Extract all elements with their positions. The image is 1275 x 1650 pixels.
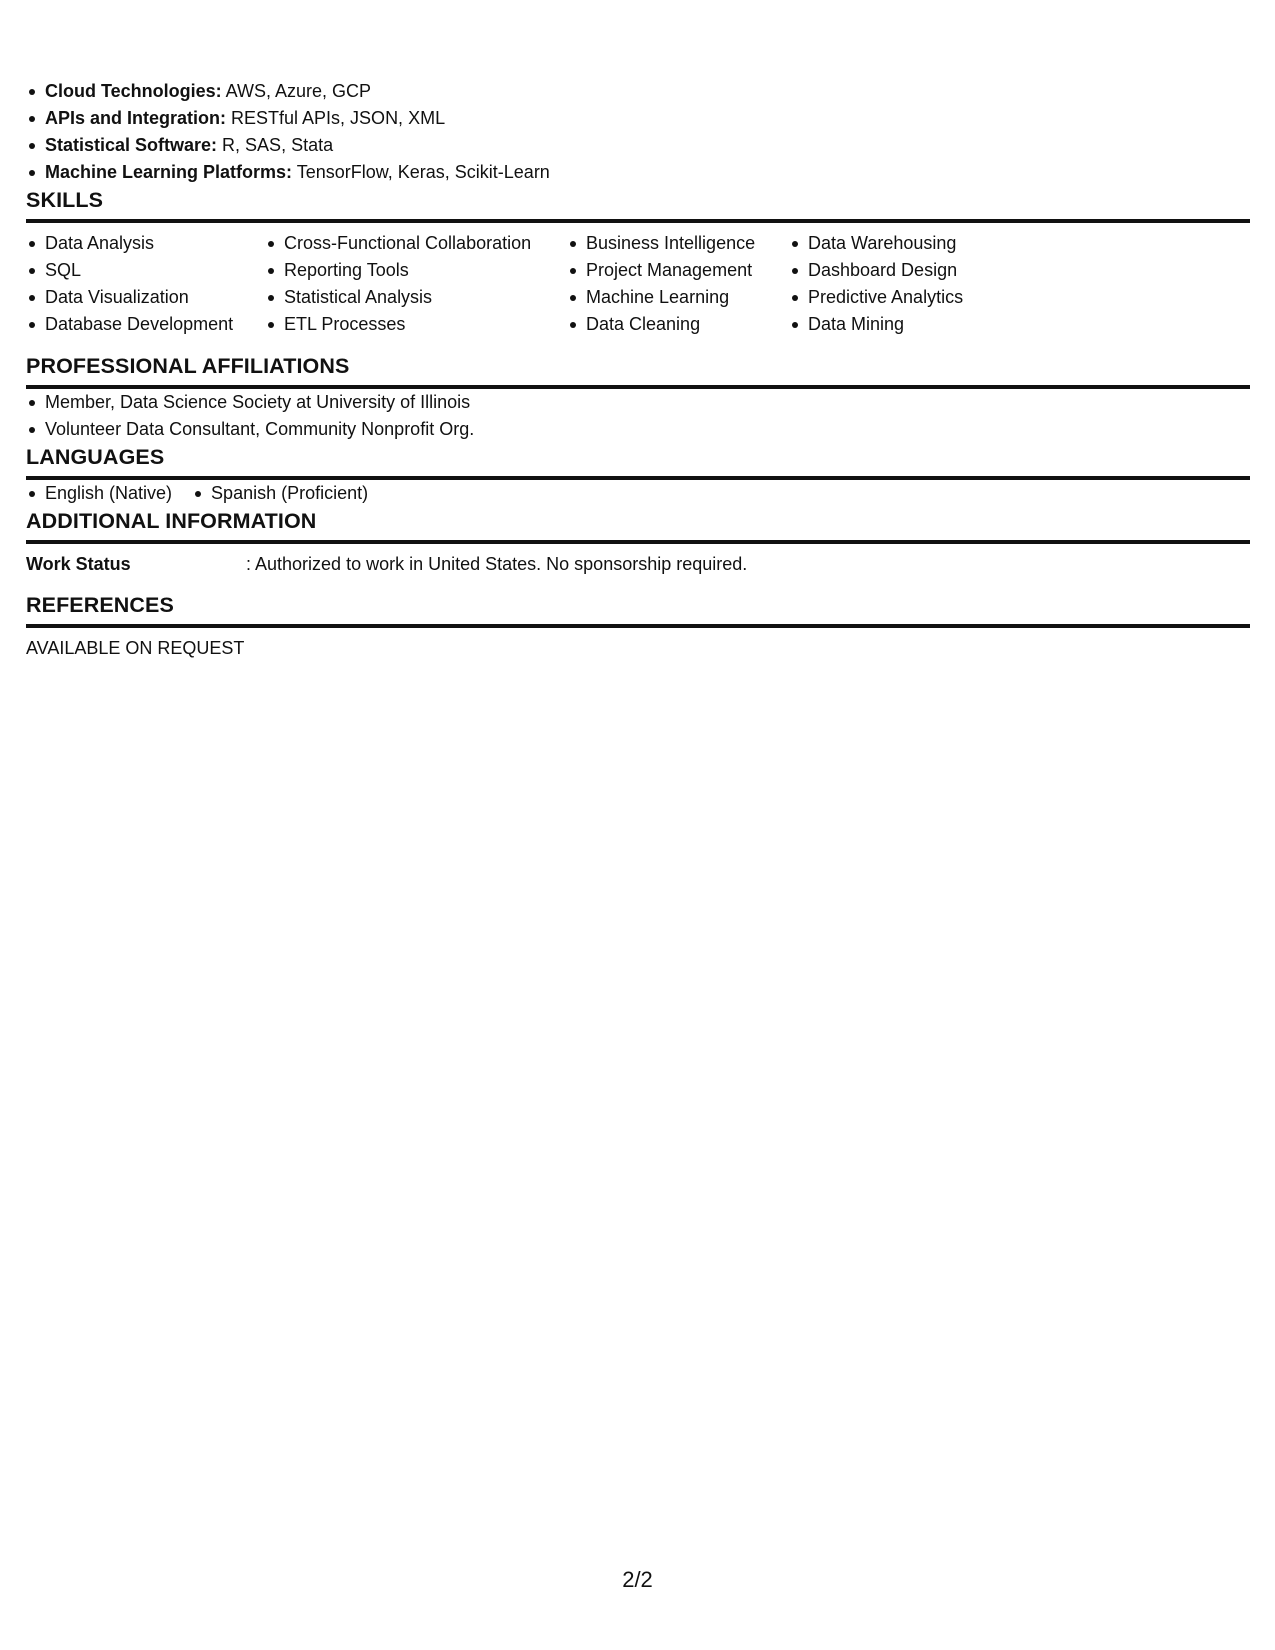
additional-info-section xyxy=(26,507,1250,577)
list-item: Project Management xyxy=(567,257,789,284)
technical-skills-list xyxy=(26,78,1250,186)
additional-info-body xyxy=(26,551,1250,577)
page-number: 2/2 xyxy=(622,1567,653,1592)
affiliations-list xyxy=(26,389,1250,443)
list-item: Predictive Analytics xyxy=(789,284,1029,311)
references-section xyxy=(26,591,1250,661)
info-key: Work Status xyxy=(26,554,131,574)
section-heading: PROFESSIONAL AFFILIATIONS xyxy=(26,352,1250,389)
item-value: R, SAS, Stata xyxy=(217,135,334,155)
list-item: Data Cleaning xyxy=(567,311,789,338)
list-item: Reporting Tools xyxy=(265,257,567,284)
languages-list xyxy=(26,480,1250,507)
list-item: Spanish (Proficient) xyxy=(192,480,368,507)
list-item: Machine Learning xyxy=(567,284,789,311)
list-item: Dashboard Design xyxy=(789,257,1029,284)
list-item: Member, Data Science Society at University of Illinois xyxy=(26,389,1250,416)
list-item xyxy=(26,132,1250,159)
list-item: English (Native) xyxy=(26,480,172,507)
list-item xyxy=(26,105,1250,132)
list-item: Data Warehousing xyxy=(789,230,1029,257)
list-item: Statistical Analysis xyxy=(265,284,567,311)
item-value: RESTful APIs, JSON, XML xyxy=(226,108,446,128)
item-key: APIs and Integration: xyxy=(45,108,227,128)
skills-column xyxy=(789,230,1029,338)
section-heading: REFERENCES xyxy=(26,591,1250,628)
list-item: SQL xyxy=(26,257,265,284)
languages-section xyxy=(26,443,1250,507)
list-item: Business Intelligence xyxy=(567,230,789,257)
item-key: Machine Learning Platforms: xyxy=(45,162,293,182)
list-item: Volunteer Data Consultant, Community Nonprofit Org. xyxy=(26,416,1250,443)
item-value: TensorFlow, Keras, Scikit-Learn xyxy=(292,162,550,182)
skills-grid xyxy=(26,230,1250,338)
references-text: AVAILABLE ON REQUEST xyxy=(26,638,245,658)
section-heading: SKILLS xyxy=(26,186,1250,223)
section-heading: LANGUAGES xyxy=(26,443,1250,480)
resume-page xyxy=(26,78,1250,675)
info-row xyxy=(26,551,1250,577)
list-item: Cross-Functional Collaboration xyxy=(265,230,567,257)
list-item xyxy=(26,78,1250,105)
skills-column xyxy=(26,230,265,338)
skills-column xyxy=(567,230,789,338)
list-item xyxy=(26,159,1250,186)
skills-section xyxy=(26,186,1250,338)
list-item: ETL Processes xyxy=(265,311,567,338)
item-key: Cloud Technologies: xyxy=(45,81,222,101)
section-heading: ADDITIONAL INFORMATION xyxy=(26,507,1250,544)
item-value: AWS, Azure, GCP xyxy=(221,81,372,101)
skills-column xyxy=(265,230,567,338)
affiliations-section xyxy=(26,352,1250,443)
list-item: Database Development xyxy=(26,311,265,338)
list-item: Data Analysis xyxy=(26,230,265,257)
list-item: Data Visualization xyxy=(26,284,265,311)
info-value: : Authorized to work in United States. No sponsorship required. xyxy=(246,554,748,574)
list-item: Data Mining xyxy=(789,311,1029,338)
item-key: Statistical Software: xyxy=(45,135,218,155)
